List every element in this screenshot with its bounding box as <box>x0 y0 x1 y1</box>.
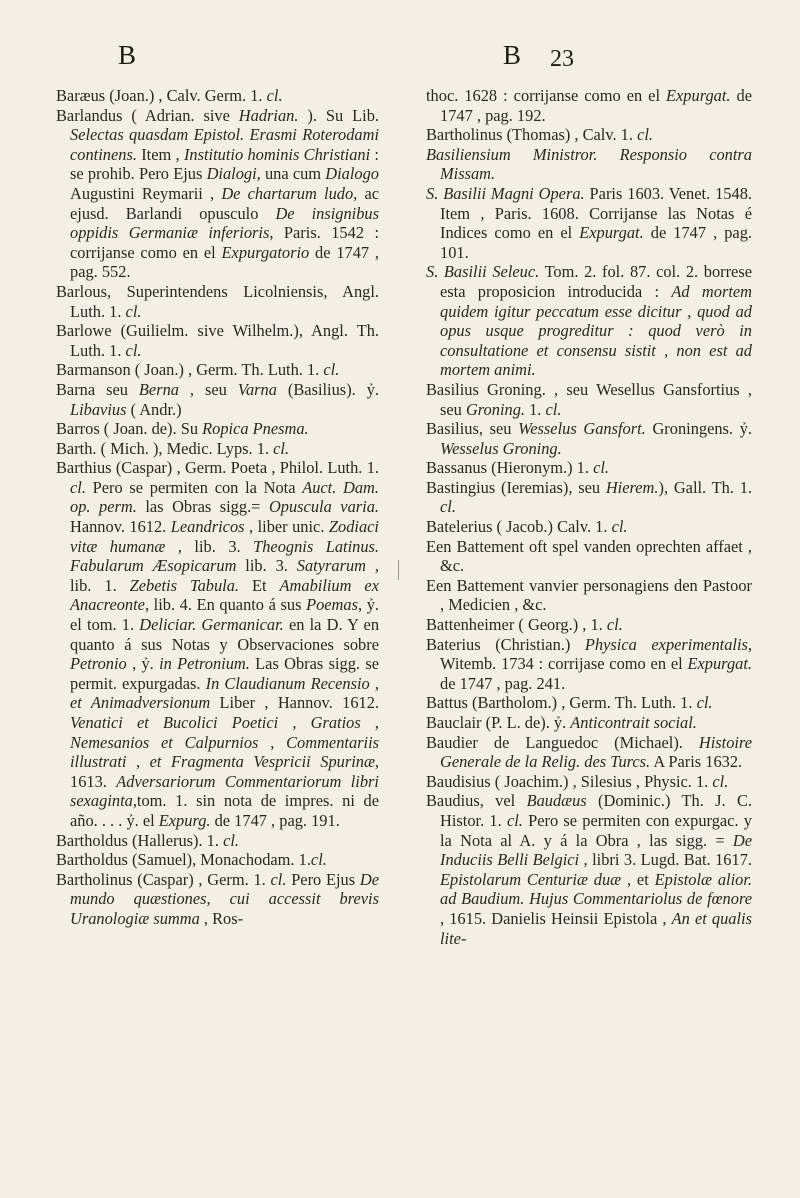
italic-text: Adversariorum Commentariorum libri sexaginta <box>70 771 379 811</box>
italic-text: Basiliensium Ministror. Responsio contra Missam. <box>426 144 752 184</box>
italic-text: cl. <box>637 125 654 145</box>
index-entry <box>426 184 752 262</box>
entry-text: ). Su Lib. <box>298 105 379 125</box>
entry-text: (Basilius). ỷ. <box>276 379 379 399</box>
header-left-letter: B <box>118 40 137 70</box>
entry-text: , <box>278 713 311 732</box>
index-entry <box>56 419 379 439</box>
page-number: 23 <box>550 46 574 72</box>
entry-text: , libri 3. Lugd. Bat. 1617. <box>579 850 752 870</box>
index-entry <box>56 870 379 929</box>
entry-text: , ỷ. el tom. 1. <box>70 595 379 635</box>
entry-text: 1. <box>525 399 546 419</box>
italic-text: Ropica Pnesma. <box>202 419 309 439</box>
italic-text: S. Basilii Seleuc. <box>426 262 540 282</box>
entry-text: , <box>369 673 379 693</box>
entry-text: , ac ejusd. Barlandi opusculo <box>70 183 380 223</box>
entry-text: , <box>126 752 150 772</box>
entry-text: Bartholinus (Thomas) , Calv. 1. <box>426 125 638 145</box>
index-entry <box>426 478 752 517</box>
entry-text: Barmanson ( Joan.) , Germ. Th. Luth. 1. <box>56 360 324 380</box>
index-entry <box>56 380 379 419</box>
index-entry <box>426 615 752 635</box>
italic-text: Zebetis Tabula. <box>129 575 240 595</box>
index-entry <box>426 517 752 537</box>
italic-text: cl. <box>270 869 287 889</box>
entry-text: Barros ( Joan. de). Su <box>56 419 203 439</box>
entry-text: de 1747 , pag. 101. <box>440 223 752 262</box>
entry-text: de 1747 , pag. 191. <box>210 810 340 830</box>
entry-text: Barth. ( Mich. ), Medic. Lyps. 1. <box>56 438 274 458</box>
entry-text: Een Battement oft spel vanden oprechten affaet , &c. <box>426 536 752 576</box>
italic-text: Theognis Latinus. Fabularum Æsopicarum <box>70 536 379 576</box>
entry-text: Battenheimer ( Georg.) , 1. <box>426 615 607 635</box>
index-entry <box>56 439 379 459</box>
entry-text: Augustini Reymarii , <box>70 183 222 203</box>
italic-text: cl. <box>70 477 86 497</box>
italic-text: Expurgat. <box>666 86 731 105</box>
entry-text: Bartholinus (Caspar) , Germ. 1. <box>56 869 271 889</box>
italic-text: Groning. <box>465 399 525 419</box>
index-entry <box>56 282 379 321</box>
entry-text: (Dominic.) Th. J. C. Histor. 1. <box>440 791 753 830</box>
italic-text: Histoire Generale de la Relig. des Turcs. <box>440 732 752 772</box>
entry-text: Pero Ejus <box>286 869 360 889</box>
index-entry <box>426 380 752 419</box>
index-entry <box>426 576 752 615</box>
italic-text: cl. <box>593 458 610 478</box>
italic-text: Expurg. <box>158 810 211 830</box>
entry-text: Baræus (Joan.) , Calv. Germ. 1. <box>56 86 267 105</box>
index-entry <box>426 537 752 576</box>
entry-text: Een Battement vanvier personagiens den Pastoor , Medicien , &c. <box>426 575 752 615</box>
entry-text: thoc. 1628 : corrijanse como en el <box>426 86 667 105</box>
index-entry <box>426 713 752 733</box>
italic-text: et Animadversionum <box>70 693 211 713</box>
entry-text: Battus (Bartholom.) , Germ. Th. Luth. 1. <box>426 693 697 713</box>
entry-text: : se prohib. Pero Ejus <box>70 144 379 184</box>
italic-text: cl. <box>440 497 456 517</box>
entry-text: de 1747 , pag. 241. <box>440 673 566 693</box>
index-entry <box>56 321 379 360</box>
entry-text: , Ros- <box>199 908 244 928</box>
italic-text: Deliciar. Germanicar. <box>139 615 284 635</box>
entry-text: ( Andr.) <box>126 399 182 419</box>
entry-text: , seu <box>178 379 238 399</box>
entry-text: Barlowe (Guilielm. sive Wilhelm.), Angl. Th. Luth. 1. <box>56 321 379 360</box>
entry-text: de 1747 , pag. 552. <box>70 242 379 282</box>
header-right-letter: B <box>503 40 522 70</box>
italic-text: cl. <box>273 438 290 458</box>
italic-text: Poemas <box>306 595 358 615</box>
entry-text: Barlous, Superintendens Licolniensis, Angl. Luth. 1. <box>56 281 379 321</box>
index-entry <box>426 86 752 125</box>
index-entry <box>426 635 752 694</box>
italic-text: Satyrarum <box>296 556 366 576</box>
italic-text: cl. <box>125 340 142 360</box>
entry-text: Pero se permiten con la Nota <box>85 477 303 497</box>
italic-text: Selectas quasdam Epistol. Erasmi Roterodami continens. <box>70 125 379 164</box>
entry-text: de 1747 , pag. 192. <box>440 86 752 125</box>
italic-text: cl. <box>125 301 142 321</box>
entry-text: Batelerius ( Jacob.) Calv. 1. <box>426 517 612 537</box>
italic-text: S. Basilii Magni Opera. <box>426 183 585 203</box>
italic-text: in Petronium. <box>159 654 250 674</box>
entry-text: Baudier de Languedoc (Michael). <box>426 732 699 752</box>
italic-text: Varna <box>237 379 277 399</box>
italic-text: Physica experimentalis <box>584 634 748 654</box>
entry-text: , 1613. <box>70 752 379 791</box>
italic-text: De mundo quæstiones, cui accessit brevis Uranologiæ summa <box>70 869 380 928</box>
entry-text: Item , <box>136 144 184 164</box>
right-column <box>426 86 752 948</box>
italic-text: Wesselus Groning. <box>440 438 562 458</box>
index-entry <box>426 125 752 145</box>
entry-text: Barlandus ( Adrian. sive <box>56 105 239 125</box>
index-entry <box>426 733 752 772</box>
entry-text: lib. 3. <box>236 556 297 576</box>
italic-text: Anticontrait social. <box>570 713 697 732</box>
index-entry <box>426 772 752 792</box>
entry-text: Paris 1603. Venet. 1548. Item , Paris. 1608. Corrijanse las Notas é Indices como en el <box>440 183 752 243</box>
italic-text: cl. <box>506 810 523 830</box>
italic-text: Hadrian. <box>238 105 299 125</box>
entry-text: Basilius, seu <box>426 419 519 439</box>
entry-text: Baudisius ( Joachim.) , Silesius , Physic. 1. <box>426 771 713 791</box>
entry-text: , una cum <box>256 164 326 184</box>
italic-text: Nemesanios et Calpurnios <box>70 732 259 752</box>
index-entry <box>426 262 752 380</box>
entry-text: , Witemb. 1734 : corrijase como en el <box>440 634 752 674</box>
entry-text: , Paris. 1542 : corrijanse como en el <box>70 223 380 262</box>
italic-text: cl. <box>545 399 562 419</box>
italic-text: Berna <box>138 379 179 399</box>
entry-text: Tom. 2. fol. 87. col. 2. borrese esta proposicion introducida : <box>440 262 752 301</box>
italic-text: cl. <box>310 850 327 870</box>
index-entry <box>56 360 379 380</box>
italic-text: Opuscula varia. <box>268 497 380 517</box>
italic-text: De Induciis Belli Belgici <box>440 830 752 870</box>
italic-text: cl. <box>223 830 239 850</box>
index-entry <box>56 850 379 870</box>
entry-text: Groningens. ỷ. <box>645 419 752 439</box>
italic-text: cl. <box>712 771 729 791</box>
italic-text: Ad mortem quidem igitur peccatum esse dicitur , quod ad opus usque progreditur : quod verò in consultatione et consensu sistit , non est ad mortem animi. <box>440 281 753 380</box>
index-entry <box>56 458 379 830</box>
entry-text: Barthius (Caspar) , Germ. Poeta , Philol. Luth. 1. <box>56 458 379 478</box>
italic-text: cl. <box>696 693 713 713</box>
entry-text: , <box>360 713 380 732</box>
entry-text: Bauclair (P. L. de). ỷ. <box>426 713 571 732</box>
entry-text: Bartholdus (Hallerus). 1. <box>56 830 224 850</box>
italic-text: Venatici et Bucolici Poetici <box>70 713 279 732</box>
entry-text: , 1615. Danielis Heinsii Epistola , <box>440 908 672 928</box>
index-entry <box>426 458 752 478</box>
italic-text: In Claudianum Recensio <box>205 673 370 693</box>
entry-text: Bartholdus (Samuel), Monachodam. 1. <box>56 850 311 870</box>
italic-text: De chartarum ludo <box>221 183 354 203</box>
italic-text: Hierem. <box>605 477 659 497</box>
left-column <box>56 86 379 929</box>
italic-text: Amabilium ex Anacreonte <box>70 575 379 615</box>
entry-text: en la D. Y en quanto á sus Notas y Observaciones sobre <box>70 615 380 654</box>
column-rule <box>398 560 399 580</box>
index-entry <box>426 419 752 458</box>
italic-text: Dialogo <box>325 164 379 184</box>
entry-text: , ỷ. <box>126 654 160 674</box>
running-header <box>0 40 800 80</box>
index-entry <box>426 693 752 713</box>
entry-text: , <box>258 732 287 752</box>
index-entry <box>426 791 752 948</box>
entry-text: Bastingius (Ieremias), seu <box>426 477 606 497</box>
italic-text: cl. <box>611 517 628 537</box>
entry-text: Et <box>239 575 280 595</box>
italic-text: Commentariis illustrati <box>70 732 380 772</box>
entry-text: Baudius, vel <box>426 791 527 811</box>
index-entry <box>56 86 379 106</box>
entry-text: Liber , Hannov. 1612. <box>210 693 379 713</box>
italic-text: Expurgatorio <box>221 242 310 262</box>
italic-text: Petronio <box>70 654 127 674</box>
italic-text: Baudæus <box>526 791 587 811</box>
entry-text: Barna seu <box>56 379 139 399</box>
index-entry <box>56 106 379 282</box>
italic-text: cl. <box>323 360 340 380</box>
italic-text: Zodiaci vitæ humanæ <box>70 517 379 556</box>
italic-text: cl. <box>606 615 623 635</box>
entry-text: ), Gall. Th. 1. <box>658 477 753 497</box>
entry-text: , lib. 4. En quanto á sus <box>144 595 307 615</box>
entry-text: , lib. 3. <box>165 536 254 556</box>
italic-text: An et qualis lite- <box>440 908 752 948</box>
italic-text: Dialogi <box>206 164 257 184</box>
entry-text: Baterius (Christian.) <box>426 634 585 654</box>
index-entry <box>426 145 752 184</box>
italic-text: Libavius <box>70 399 127 419</box>
italic-text: De insignibus oppidis Germaniæ inferioris <box>70 203 379 243</box>
index-entry <box>56 831 379 851</box>
italic-text: Leandricos <box>170 517 245 537</box>
entry-text: , lib. 1. <box>70 556 379 595</box>
entry-text: Pero se permiten con expurgac. y la Nota al A. y á la Obra , las sigg. = <box>440 810 752 850</box>
italic-text: Wesselus Gansfort. <box>518 419 646 439</box>
italic-text: Expurgat. <box>579 223 644 243</box>
entry-text: A Paris 1632. <box>650 752 743 772</box>
entry-text: Basilius Groning. , seu Wesellus Gansfortius , seu <box>426 379 752 419</box>
italic-text: Expurgat. <box>687 654 752 674</box>
entry-text: Bassanus (Hieronym.) 1. <box>426 458 594 478</box>
italic-text: cl. <box>266 86 283 105</box>
entry-text: Hannov. 1612. <box>70 517 171 537</box>
italic-text: Epistolarum Centuriæ duæ <box>440 869 622 889</box>
entry-text: ,tom. 1. sin nota de impres. ni de año. . . . ỷ. el <box>70 791 379 830</box>
italic-text: Institutio hominis Christiani <box>183 144 371 164</box>
entry-text: , liber unic. <box>244 517 329 537</box>
italic-text: Auct. Dam. op. perm. <box>70 477 379 517</box>
entry-text: Las Obras sigg. se permit. expurgadas. <box>70 654 379 693</box>
entry-text: , et <box>621 869 655 889</box>
italic-text: et Fragmenta Vespricii Spurinæ <box>149 752 375 772</box>
entry-text: las Obras sigg.= <box>136 497 269 517</box>
italic-text: Gratios <box>310 713 361 732</box>
italic-text: Epistolæ alior. ad Baudium. Hujus Commentariolus de fœnore <box>440 869 752 909</box>
